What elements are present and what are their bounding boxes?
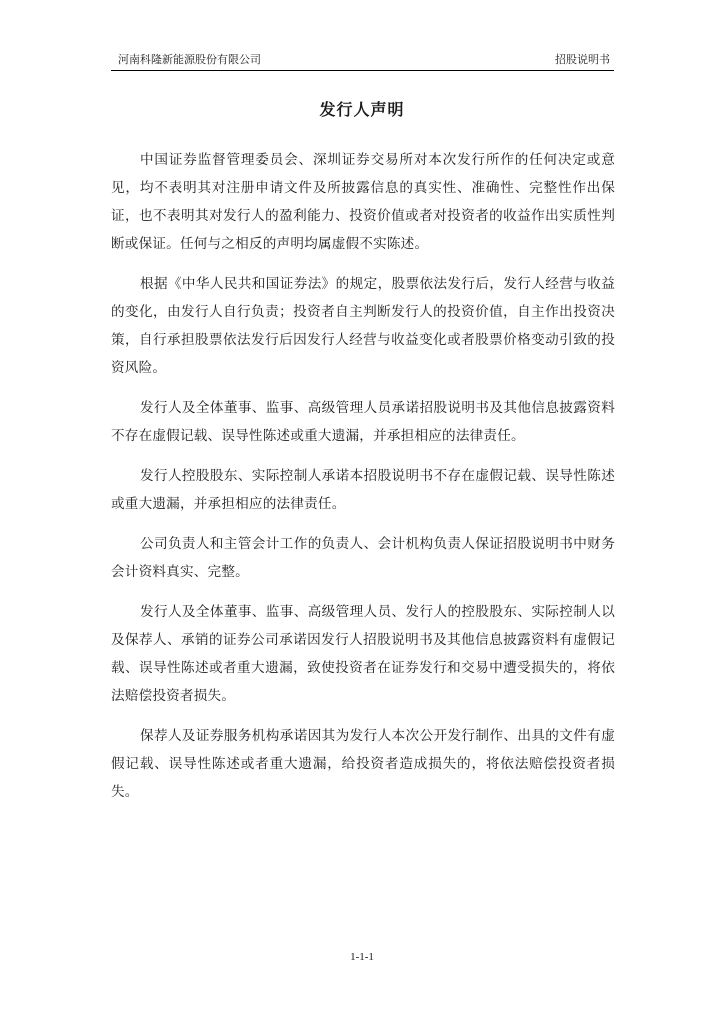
paragraph-controlling-shareholder-commitment: 发行人控股股东、实际控制人承诺本招股说明书不存在虚假记载、误导性陈述或重大遗漏，并承担相应的法律责任。	[111, 468, 615, 512]
paragraph-directors-commitment: 发行人及全体董事、监事、高级管理人员承诺招股说明书及其他信息披露资料不存在虚假记载、误导性陈述或重大遗漏，并承担相应的法律责任。	[111, 400, 615, 444]
paragraph-intermediary-commitment: 保荐人及证券服务机构承诺因其为发行人本次公开发行制作、出具的文件有虚假记载、误导性陈述或者重大遗漏，给投资者造成损失的，将依法赔偿投资者损失。	[111, 728, 615, 800]
paragraph-regulator-disclaimer: 中国证券监督管理委员会、深圳证券交易所对本次发行所作的任何决定或意见，均不表明其对注册申请文件及所披露信息的真实性、准确性、完整性作出保证，也不表明其对发行人的盈利能力、投资价值或者对投资者的收益作出实质性判断或保证。任何与之相反的声明均属虚假不实陈述。	[111, 152, 615, 252]
paragraph-compensation-commitment: 发行人及全体董事、监事、高级管理人员、发行人的控股股东、实际控制人以及保荐人、承销的证券公司承诺因发行人招股说明书及其他信息披露资料有虚假记载、误导性陈述或者重大遗漏，致使投资者在证券发行和交易中遭受损失的，将依法赔偿投资者损失。	[111, 604, 615, 704]
page-title: 发行人声明	[319, 100, 405, 119]
statement-body	[111, 146, 615, 818]
paragraph-investment-risk: 根据《中华人民共和国证券法》的规定，股票依法发行后，发行人经营与收益的变化，由发行人自行负责；投资者自主判断发行人的投资价值，自主作出投资决策，自行承担股票依法发行后因发行人经营与收益变化或者股票价格变动引致的投资风险。	[111, 276, 615, 376]
header-document-type: 招股说明书	[555, 53, 610, 66]
paragraph-financial-data-guarantee: 公司负责人和主管会计工作的负责人、会计机构负责人保证招股说明书中财务会计资料真实、完整。	[111, 536, 615, 580]
header-company-name: 河南科隆新能源股份有限公司	[118, 53, 261, 66]
page-number: 1-1-1	[350, 951, 374, 963]
page-header	[111, 50, 614, 71]
